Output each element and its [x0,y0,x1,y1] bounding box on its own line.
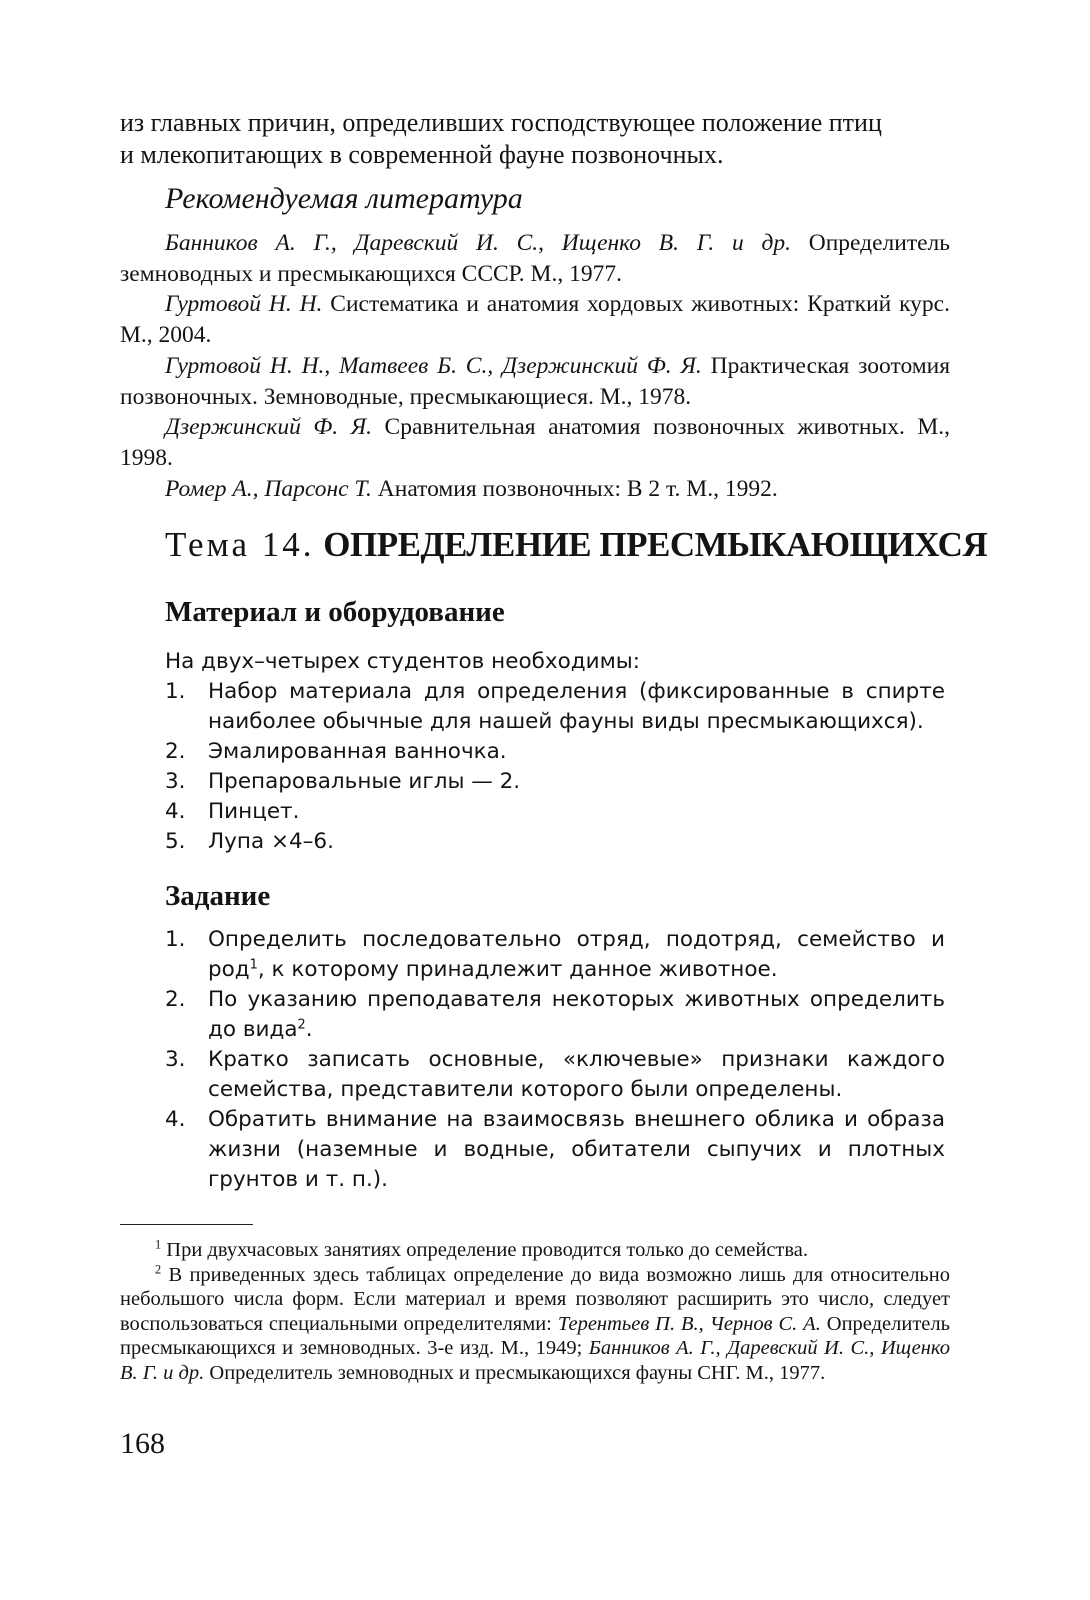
literature-entry [120,289,950,350]
literature-text: Практическая зоотомия позвоночных. Земноводные, пресмыкающиеся. М., 1978. [120,352,951,410]
literature-text: Определитель земноводных и пресмыкающихся СССР. М., 1977. [120,230,950,287]
footnote-reference: 2 [297,1017,306,1033]
materials-item-text: Пинцет. [208,799,300,824]
topic-title: ОПРЕДЕЛЕНИЕ ПРЕСМЫКАЮЩИХСЯ [323,525,988,564]
intro-paragraph-line-1: из главных причин, определивших господствующее положение птиц [120,108,882,137]
literature-authors: Гуртовой Н. Н. [165,291,323,318]
materials-item-text: Эмалированная ванночка. [208,739,507,764]
task-list [165,925,945,1195]
footnote-reference: 1 [249,957,258,973]
task-item-number: 4. [165,1107,186,1132]
footnote-divider [120,1224,253,1225]
footnote-mark: 1 [155,1237,162,1252]
literature-list [120,228,950,504]
footnote-text: Определитель пресмыкающихся и земноводных. 3-е изд. М., 1949; [120,1312,950,1360]
topic-label: Тема 14. [165,525,315,564]
literature-text: Анатомия позвоночных: В 2 т. М., 1992. [371,475,778,502]
task-item-text-after: . [305,1017,313,1042]
materials-item-number: 3. [165,769,186,794]
footnote-text: В приведенных здесь таблицах определение до вида возможно лишь для относительно небольшого числа форм. Если материал и время позволяют расширить это число, следует воспользоваться специальными определителями: [120,1263,950,1335]
literature-entry [120,412,950,473]
task-item [165,1045,945,1105]
materials-list [165,677,945,857]
footnotes [120,1238,950,1386]
materials-item [165,797,945,827]
footnote-1 [120,1238,950,1263]
materials-item-text: Лупа ×4–6. [208,829,334,854]
materials-heading: Материал и оборудование [165,596,505,628]
literature-authors: Гуртовой Н. Н., Матвеев Б. С., Дзержинский Ф. Я. [165,352,702,379]
materials-item-number: 4. [165,799,186,824]
literature-entry [120,228,950,289]
topic-heading [165,523,987,567]
footnote-mark: 2 [155,1262,162,1277]
literature-authors: Ромер А., Парсонс Т. [165,475,372,502]
materials-item-number: 2. [165,739,186,764]
task-heading: Задание [165,880,271,912]
intro-paragraph [120,107,950,171]
footnote-text: Определитель земноводных и пресмыкающихся фауны СНГ. М., 1977. [204,1361,826,1384]
task-item-text-after: , к которому принадлежит данное животное. [257,957,778,982]
task-item-number: 1. [165,927,186,952]
literature-heading: Рекомендуемая литература [165,182,523,215]
literature-entry [120,351,950,412]
footnote-authors: Терентьев П. В., Чернов С. А. [557,1312,821,1335]
page-number: 168 [120,1427,165,1460]
literature-authors: Дзержинский Ф. Я. [165,414,373,441]
task-item-number: 3. [165,1047,186,1072]
materials-item [165,767,945,797]
materials-item-text: Препаровальные иглы — 2. [208,769,521,794]
materials-item-number: 1. [165,679,186,704]
materials-item [165,827,945,857]
task-item [165,985,945,1045]
literature-text: Систематика и анатомия хордовых животных: Краткий курс. М., 2004. [120,291,950,349]
materials-item [165,677,945,737]
literature-text: Сравнительная анатомия позвоночных животных. М., 1998. [120,414,951,471]
literature-entry [120,474,950,505]
task-item-number: 2. [165,987,186,1012]
literature-authors: Банников А. Г., Даревский И. С., Ищенко В. Г. и др. [165,230,791,256]
task-item-text: Определить последовательно отряд, подотряд, семейство и род [208,927,945,982]
task-item [165,925,945,985]
footnote-2 [120,1263,950,1386]
materials-intro: На двух–четырех студентов необходимы: [165,649,641,674]
intro-paragraph-line-2: и млекопитающих в современной фауне позвоночных. [120,140,724,169]
task-item [165,1105,945,1195]
task-item-text: По указанию преподавателя некоторых животных определить до вида [208,987,945,1042]
materials-item-number: 5. [165,829,186,854]
task-item-text: Обратить внимание на взаимосвязь внешнего облика и образа жизни (наземные и водные, обитатели сыпучих и плотных грунтов и т. п.). [208,1107,945,1192]
footnote-authors: Банников А. Г., Даревский И. С., Ищенко В. Г. и др. [120,1337,950,1384]
materials-item-text: Набор материала для определения (фиксированные в спирте наиболее обычные для нашей фауны виды пресмыкающихся). [208,679,945,734]
footnote-text: При двухчасовых занятиях определение проводится только до семейства. [161,1239,809,1261]
task-item-text: Кратко записать основные, «ключевые» признаки каждого семейства, представители которого были определены. [208,1047,945,1102]
materials-item [165,737,945,767]
